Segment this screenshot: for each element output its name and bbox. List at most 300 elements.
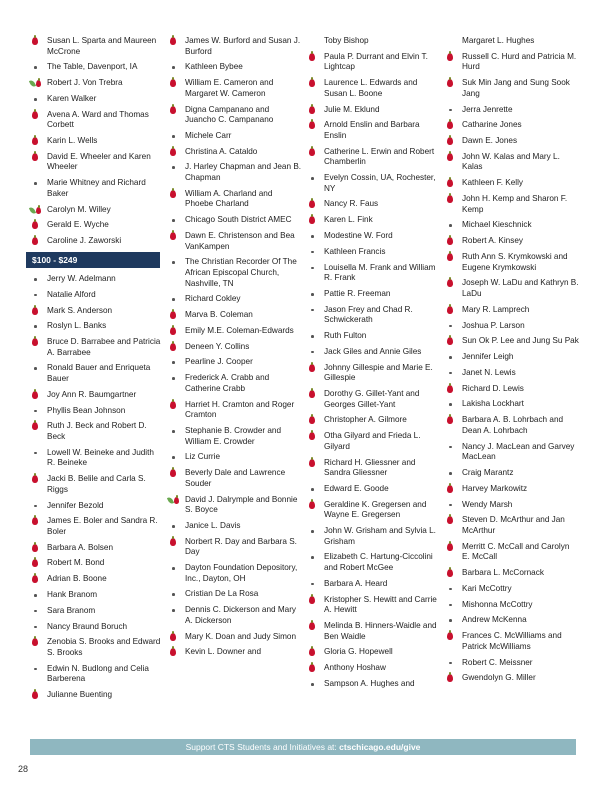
bullet-icon	[30, 606, 44, 616]
donor-entry	[307, 247, 441, 258]
donor-entry	[30, 606, 164, 617]
red-drop-icon	[445, 336, 459, 346]
donor-entry	[30, 664, 164, 685]
red-drop-icon	[445, 120, 459, 130]
donor-name: Michele Carr	[185, 130, 232, 140]
donor-name: Anthony Hoshaw	[324, 663, 386, 673]
donor-name: Jennifer Bezold	[47, 500, 104, 510]
bullet-icon	[30, 178, 44, 188]
donor-entry	[307, 363, 441, 384]
donor-entry	[307, 389, 441, 410]
donor-name: Phyllis Bean Johnson	[47, 405, 126, 415]
bullet-icon	[168, 131, 182, 141]
donor-name: Jason Frey and Chad R. Schwickerath	[324, 304, 413, 325]
donor-name: Marva B. Coleman	[185, 310, 253, 320]
red-drop-icon	[307, 500, 321, 510]
red-drop-icon	[307, 647, 321, 657]
donor-name: Andrew McKenna	[462, 615, 527, 625]
donor-entry	[168, 537, 302, 558]
bullet-icon	[445, 105, 459, 115]
bullet-icon	[445, 584, 459, 594]
donor-name: Dawn E. Christenson and Bea VanKampen	[185, 231, 295, 251]
donor-entry	[168, 632, 302, 643]
red-drop-icon	[445, 136, 459, 146]
donor-name: Richard Cokley	[185, 294, 241, 304]
donor-entry	[445, 120, 579, 131]
donor-entry	[307, 647, 441, 658]
donor-name: Caroline J. Zaworski	[47, 236, 122, 246]
donor-entry	[30, 220, 164, 231]
donor-name: Karin L. Wells	[47, 136, 98, 146]
donor-entry	[445, 415, 579, 436]
donor-entry	[445, 321, 579, 332]
red-drop-icon	[30, 236, 44, 246]
donor-entry	[307, 305, 441, 326]
donor-entry	[30, 78, 164, 89]
donor-entry	[307, 147, 441, 168]
donor-name: Kevin L. Downer and	[185, 647, 262, 657]
donor-entry	[307, 173, 441, 194]
bullet-icon	[168, 215, 182, 225]
donor-name: Dayton Foundation Depository, Inc., Dayton, OH	[185, 563, 298, 583]
donor-entry	[168, 563, 302, 584]
donor-entry	[445, 194, 579, 215]
bullet-icon	[307, 579, 321, 589]
bullet-icon	[445, 321, 459, 331]
donor-name: Harriet H. Cramton and Roger Cramton	[185, 399, 295, 420]
donor-entry	[445, 568, 579, 579]
red-drop-icon	[445, 415, 459, 425]
red-drop-icon	[168, 310, 182, 320]
donor-name: Frederick A. Crabb and Catherine Crabb	[185, 373, 270, 393]
donor-entry	[168, 231, 302, 252]
red-drop-icon	[30, 306, 44, 316]
donor-entry	[307, 431, 441, 452]
donor-entry	[30, 62, 164, 73]
donor-entry	[445, 399, 579, 410]
donor-entry	[30, 501, 164, 512]
bullet-icon	[30, 290, 44, 300]
donor-name: Karen Walker	[47, 93, 97, 103]
donor-entry	[445, 384, 579, 395]
donor-entry	[168, 426, 302, 447]
donor-entry	[30, 516, 164, 537]
donor-name: Suk Min Jang and Sung Sook Jang	[462, 78, 570, 98]
donor-name: Otha Gilyard and Frieda L. Gilyard	[324, 431, 421, 451]
donor-entry	[307, 621, 441, 642]
bullet-icon	[445, 500, 459, 510]
donor-entry	[30, 36, 164, 57]
bullet-icon	[30, 501, 44, 511]
leaf-drop-icon	[30, 78, 44, 88]
donor-name: Richard H. Gliessner and Sandra Gliessner	[324, 457, 416, 478]
donor-name: Liz Currie	[185, 452, 221, 462]
donor-entry	[168, 294, 302, 305]
red-drop-icon	[445, 178, 459, 188]
donor-entry	[168, 400, 302, 421]
donor-entry	[445, 542, 579, 563]
donor-name: Toby Bishop	[324, 36, 369, 45]
donor-name: Gwendolyn G. Miller	[462, 673, 536, 683]
donor-name: Janet N. Lewis	[462, 367, 516, 377]
bullet-icon	[168, 521, 182, 531]
donor-entry	[168, 495, 302, 516]
donor-entry	[445, 78, 579, 99]
red-drop-icon	[307, 621, 321, 631]
donor-name: Edwin N. Budlong and Celia Barberena	[47, 663, 149, 684]
page-number: 28	[18, 764, 29, 774]
donor-entry	[30, 406, 164, 417]
red-drop-icon	[30, 152, 44, 162]
red-drop-icon	[307, 389, 321, 399]
donor-entry	[168, 468, 302, 489]
donor-name: Kathleen Francis	[324, 246, 386, 256]
donor-entry	[168, 589, 302, 600]
donor-name: Sara Branom	[47, 605, 96, 615]
donor-name: Jerra Jenrette	[462, 104, 513, 114]
donor-entry	[168, 357, 302, 368]
footer-link[interactable]: ctschicago.edu/give	[339, 742, 421, 752]
red-drop-icon	[168, 537, 182, 547]
red-drop-icon	[30, 337, 44, 347]
bullet-icon	[307, 263, 321, 273]
donor-name: Cristian De La Rosa	[185, 589, 259, 599]
red-drop-icon	[30, 110, 44, 120]
red-drop-icon	[445, 52, 459, 62]
donor-entry	[30, 110, 164, 131]
donor-entry	[445, 52, 579, 73]
donor-entry	[445, 105, 579, 116]
red-drop-icon	[168, 36, 182, 46]
donor-name: Joseph W. LaDu and Kathryn B. LaDu	[462, 278, 579, 298]
donor-name: Ruth Fulton	[324, 331, 367, 341]
donor-entry	[30, 574, 164, 585]
bullet-icon	[168, 294, 182, 304]
donor-entry	[307, 52, 441, 73]
donor-name: Kathleen F. Kelly	[462, 178, 523, 188]
donor-entry	[30, 337, 164, 358]
donor-name: Norbert R. Day and Barbara S. Day	[185, 536, 297, 557]
donor-name: Roslyn L. Banks	[47, 321, 107, 331]
bullet-icon	[30, 274, 44, 284]
donor-entry	[168, 215, 302, 226]
red-drop-icon	[168, 647, 182, 657]
donor-name: Kristopher S. Hewitt and Carrie A. Hewitt	[324, 594, 437, 615]
red-drop-icon	[307, 120, 321, 130]
donor-entry	[168, 36, 302, 57]
donor-name: Elizabeth C. Hartung-Ciccolini and Robert McGee	[324, 552, 433, 573]
donor-entry	[445, 658, 579, 669]
donor-name: Barbara L. McCornack	[462, 568, 544, 578]
donor-name: Nancy Braund Boruch	[47, 621, 128, 631]
bullet-icon	[30, 406, 44, 416]
red-drop-icon	[307, 105, 321, 115]
donor-name: Deneen Y. Collins	[185, 341, 250, 351]
donor-name: John H. Kemp and Sharon F. Kemp	[462, 194, 568, 214]
donor-entry	[168, 373, 302, 394]
red-drop-icon	[168, 189, 182, 199]
bullet-icon	[307, 289, 321, 299]
donor-name: Dorothy G. Gillet-Yant and Georges Gillet-Yant	[324, 389, 420, 409]
red-drop-icon	[30, 136, 44, 146]
donor-name: Mary R. Lamprech	[462, 304, 530, 314]
donor-name: Russell C. Hurd and Patricia M. Hurd	[462, 51, 577, 72]
donor-entry	[168, 310, 302, 321]
donor-name: The Table, Davenport, IA	[47, 62, 138, 72]
red-drop-icon	[445, 278, 459, 288]
donor-name: Louisella M. Frank and William R. Frank	[324, 262, 436, 283]
donor-name: Ruth Ann S. Krymkowski and Eugene Krymkowski	[462, 251, 568, 272]
red-drop-icon	[445, 78, 459, 88]
donor-column-4	[445, 36, 579, 689]
donor-name: Dennis C. Dickerson and Mary A. Dickerson	[185, 605, 297, 625]
donor-entry	[307, 347, 441, 358]
donor-name: William A. Charland and Phoebe Charland	[185, 188, 273, 209]
donor-name: Modestine W. Ford	[324, 231, 393, 240]
bullet-icon	[168, 62, 182, 72]
donor-name: Mishonna McCottry	[462, 599, 533, 609]
donor-entry	[168, 452, 302, 463]
red-drop-icon	[307, 595, 321, 605]
donor-name: Jack Giles and Annie Giles	[324, 346, 422, 356]
donor-entry	[307, 595, 441, 616]
bullet-icon	[445, 658, 459, 668]
donor-name: Carolyn M. Willey	[47, 204, 111, 214]
donor-name: Arnold Enslin and Barbara Enslin	[324, 120, 420, 140]
donor-name: Lowell W. Beineke and Judith R. Beineke	[47, 447, 154, 468]
donor-name: Evelyn Cossin, UA, Rochester, NY	[324, 173, 436, 193]
bullet-icon	[168, 605, 182, 615]
bullet-icon	[307, 552, 321, 562]
donor-name: Lakisha Lockhart	[462, 399, 524, 409]
red-drop-icon	[30, 558, 44, 568]
red-drop-icon	[168, 231, 182, 241]
donor-entry	[168, 257, 302, 289]
bullet-icon	[168, 426, 182, 436]
red-drop-icon	[30, 543, 44, 553]
donor-name: Natalie Alford	[47, 289, 96, 299]
red-drop-icon	[445, 631, 459, 641]
donor-entry	[307, 263, 441, 284]
donor-entry	[307, 215, 441, 226]
donor-entry	[30, 637, 164, 658]
donor-name: Barbara A. B. Lohrbach and Dean A. Lohrbach	[462, 415, 564, 435]
donor-name: Paula P. Durrant and Elvin T. Lightcap	[324, 51, 428, 72]
donor-name: John W. Kalas and Mary L. Kalas	[462, 151, 560, 172]
donor-name: Julie M. Eklund	[324, 104, 380, 114]
donor-entry	[30, 474, 164, 495]
donor-entry	[30, 205, 164, 216]
donor-name: Janice L. Davis	[185, 520, 241, 530]
bullet-icon	[307, 247, 321, 257]
donor-name: Merritt C. McCall and Carolyn E. McCall	[462, 541, 570, 562]
donor-name: Susan L. Sparta and Maureen McCrone	[47, 36, 157, 56]
donor-name: Catharine Jones	[462, 120, 522, 130]
donor-name: Laurence L. Edwards and Susan L. Boone	[324, 78, 418, 98]
red-drop-icon	[30, 421, 44, 431]
bullet-icon	[168, 373, 182, 383]
donor-name: Joshua P. Larson	[462, 320, 525, 330]
donor-entry	[307, 231, 441, 242]
bullet-icon	[445, 600, 459, 610]
donor-entry	[168, 647, 302, 658]
donor-entry	[445, 152, 579, 173]
bullet-icon	[445, 442, 459, 452]
donor-name: Zenobia S. Brooks and Edward S. Brooks	[47, 637, 161, 657]
donor-entry	[445, 220, 579, 231]
donor-name: Robert M. Bond	[47, 558, 105, 568]
bullet-icon	[30, 363, 44, 373]
red-drop-icon	[445, 484, 459, 494]
bullet-icon	[30, 448, 44, 458]
donor-entry	[30, 421, 164, 442]
red-drop-icon	[307, 215, 321, 225]
donor-column-3	[307, 36, 441, 695]
red-drop-icon	[307, 663, 321, 673]
donor-name: Robert J. Von Trebra	[47, 78, 123, 88]
donor-entry	[445, 368, 579, 379]
donor-entry	[30, 236, 164, 247]
donor-entry	[445, 584, 579, 595]
donor-entry	[445, 631, 579, 652]
donor-entry	[445, 336, 579, 347]
donor-name: Robert C. Meissner	[462, 657, 533, 667]
donor-name: Jacki B. Belile and Carla S. Riggs	[47, 474, 146, 494]
donor-entry	[307, 36, 441, 47]
bullet-icon	[168, 357, 182, 367]
donor-entry	[307, 78, 441, 99]
red-drop-icon	[445, 194, 459, 204]
donor-entry	[307, 289, 441, 300]
leaf-drop-icon	[30, 205, 44, 215]
donor-name: Marie Whitney and Richard Baker	[47, 178, 146, 198]
donor-entry	[168, 326, 302, 337]
donor-entry	[445, 278, 579, 299]
donor-name: Barbara A. Bolsen	[47, 542, 113, 552]
bullet-icon	[307, 305, 321, 315]
donor-entry	[307, 199, 441, 210]
donor-name: Karen L. Fink	[324, 215, 373, 225]
donor-name: Catherine L. Erwin and Robert Chamberlin	[324, 146, 435, 167]
donor-entry	[307, 526, 441, 547]
bullet-icon	[168, 589, 182, 599]
red-drop-icon	[445, 542, 459, 552]
donor-name: Christina A. Cataldo	[185, 146, 258, 156]
donor-entry	[307, 458, 441, 479]
donor-entry	[445, 236, 579, 247]
red-drop-icon	[30, 516, 44, 526]
red-drop-icon	[30, 220, 44, 230]
red-drop-icon	[168, 632, 182, 642]
donor-entry	[30, 448, 164, 469]
donor-entry	[30, 590, 164, 601]
red-drop-icon	[445, 305, 459, 315]
donor-name: John W. Grisham and Sylvia L. Grisham	[324, 526, 436, 546]
donor-entry	[30, 94, 164, 105]
donor-name: Hank Branom	[47, 590, 98, 600]
donor-name: Adrian B. Boone	[47, 574, 107, 584]
donor-entry	[445, 673, 579, 684]
red-drop-icon	[307, 199, 321, 209]
donor-name: Emily M.E. Coleman-Edwards	[185, 325, 294, 335]
donor-name: David J. Dalrymple and Bonnie S. Boyce	[185, 494, 298, 515]
red-drop-icon	[168, 147, 182, 157]
donor-name: Pattie R. Freeman	[324, 288, 391, 298]
donor-entry	[307, 120, 441, 141]
donor-column-1	[30, 36, 164, 706]
donor-name: Chicago South District AMEC	[185, 215, 292, 225]
red-drop-icon	[307, 147, 321, 157]
donor-name: Wendy Marsh	[462, 499, 513, 509]
bullet-icon	[445, 615, 459, 625]
footer-text: Support CTS Students and Initiatives at:	[185, 742, 337, 752]
red-drop-icon	[307, 458, 321, 468]
donor-entry	[307, 105, 441, 116]
donor-entry	[168, 105, 302, 126]
donor-name: Avena A. Ward and Thomas Corbett	[47, 109, 149, 130]
donor-entry	[30, 178, 164, 199]
donor-entry	[30, 690, 164, 701]
bullet-icon	[30, 622, 44, 632]
donor-entry	[30, 274, 164, 285]
donor-name: Johnny Gillespie and Marie E. Gillespie	[324, 362, 433, 383]
red-drop-icon	[30, 36, 44, 46]
donor-name: The Christian Recorder Of The African Episcopal Church, Nashville, TN	[185, 257, 297, 288]
donor-name: Craig Marantz	[462, 467, 514, 477]
donor-entry	[168, 131, 302, 142]
donor-name: Robert A. Kinsey	[462, 236, 523, 246]
donor-entry	[168, 189, 302, 210]
donor-name: William E. Cameron and Margaret W. Cameron	[185, 78, 274, 98]
donor-name: Nancy J. MacLean and Garvey MacLean	[462, 441, 575, 462]
donor-name: James E. Boler and Sandra R. Boler	[47, 516, 158, 536]
red-drop-icon	[168, 105, 182, 115]
donor-name: Sun Ok P. Lee and Jung Su Pak	[462, 336, 579, 346]
donor-entry	[168, 78, 302, 99]
donor-name: Dawn E. Jones	[462, 136, 518, 146]
red-drop-icon	[30, 690, 44, 700]
donor-entry	[445, 252, 579, 273]
bullet-icon	[307, 679, 321, 689]
red-drop-icon	[30, 474, 44, 484]
donor-name: Bruce D. Barrabee and Patricia A. Barrabee	[47, 337, 161, 357]
donor-entry	[445, 178, 579, 189]
donor-name: Harvey Markowitz	[462, 483, 528, 493]
donor-entry	[30, 363, 164, 384]
red-drop-icon	[168, 400, 182, 410]
red-drop-icon	[30, 637, 44, 647]
donor-entry	[168, 521, 302, 532]
donor-entry	[30, 558, 164, 569]
donor-name: Ruth J. Beck and Robert D. Beck	[47, 421, 147, 441]
bullet-icon	[445, 399, 459, 409]
donor-name: Michael Kieschnick	[462, 220, 532, 230]
red-drop-icon	[307, 431, 321, 441]
donor-entry	[30, 543, 164, 554]
donor-entry	[445, 515, 579, 536]
red-drop-icon	[445, 515, 459, 525]
donor-entry	[30, 306, 164, 317]
donor-name: David E. Wheeler and Karen Wheeler	[47, 151, 151, 172]
bullet-icon	[168, 452, 182, 462]
donor-name: Geraldine K. Gregersen and Wayne E. Gregersen	[324, 499, 427, 520]
giving-level-heading: $100 - $249	[26, 252, 160, 268]
donor-entry	[30, 321, 164, 332]
donor-name: Christopher A. Gilmore	[324, 415, 407, 425]
red-drop-icon	[307, 78, 321, 88]
donor-name: J. Harley Chapman and Jean B. Chapman	[185, 162, 302, 183]
donor-entry	[445, 615, 579, 626]
